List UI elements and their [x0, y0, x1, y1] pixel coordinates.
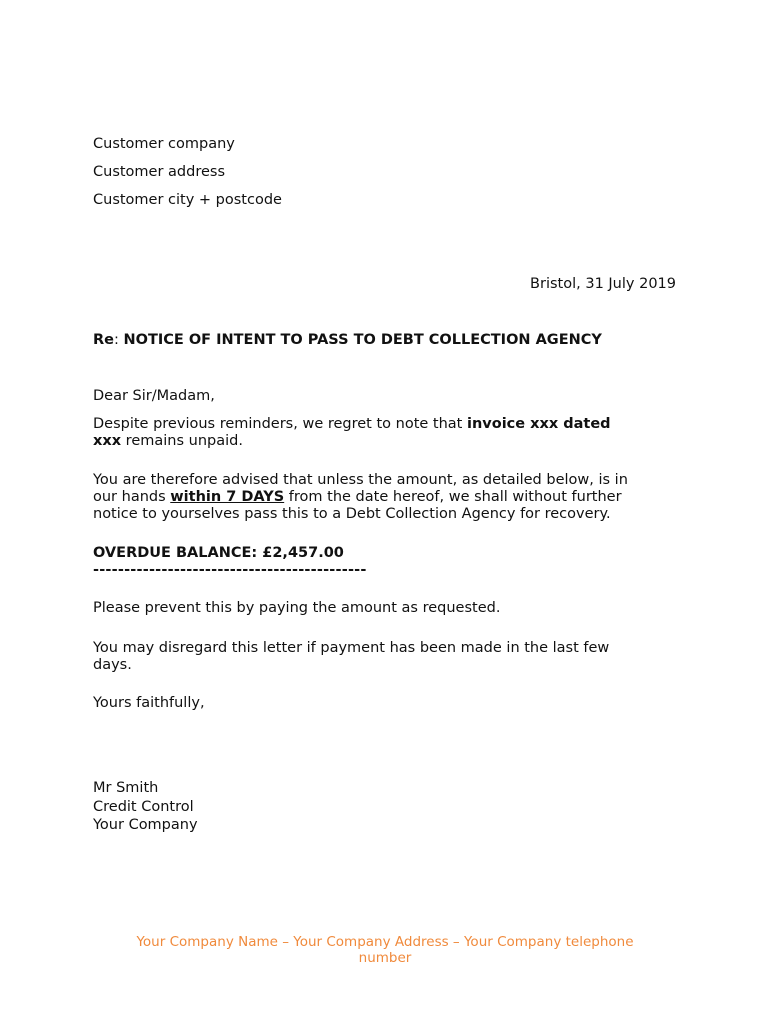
subject-line — [93, 332, 602, 349]
subject-separator: : — [114, 332, 124, 348]
para1-invoice-date: xxx — [93, 433, 122, 449]
footer-line2: number — [358, 950, 412, 966]
deadline-emphasis: within 7 DAYS — [170, 489, 285, 505]
para4-line1: You may disregard this letter if payment has been made in the last few — [93, 640, 610, 656]
overdue-balance — [93, 545, 367, 579]
closing: Yours faithfully, — [93, 695, 205, 711]
subject-title: NOTICE OF INTENT TO PASS TO DEBT COLLECTION AGENCY — [123, 332, 602, 348]
balance-label: OVERDUE BALANCE: £2,457.00 — [93, 545, 344, 561]
paragraph-disregard — [93, 640, 609, 674]
para2-line3: notice to yourselves pass this to a Debt Collection Agency for recovery. — [93, 506, 611, 522]
para2-line2-end: from the date hereof, we shall without further — [284, 489, 622, 505]
balance-rule: -------------------------------------------- — [93, 562, 367, 578]
para4-line2: days. — [93, 657, 132, 673]
para2-line2-start: our hands — [93, 489, 171, 505]
signature-company: Your Company — [93, 817, 198, 833]
footer-line1: Your Company Name – Your Company Address – Your Company telephone — [136, 934, 634, 950]
recipient-city: Customer city + postcode — [93, 192, 282, 208]
subject-prefix: Re — [93, 332, 114, 348]
signature-block — [93, 779, 198, 835]
para1-tail: remains unpaid. — [121, 433, 243, 449]
para1-text: Despite previous reminders, we regret to note that — [93, 416, 467, 432]
paragraph-invoice — [93, 416, 611, 450]
recipient-company: Customer company — [93, 136, 235, 152]
paragraph-advice — [93, 472, 628, 523]
para1-invoice-ref: invoice xxx dated — [466, 416, 611, 432]
signature-department: Credit Control — [93, 798, 194, 815]
signature-name: Mr Smith — [93, 780, 159, 796]
paragraph-request: Please prevent this by paying the amount as requested. — [93, 600, 501, 616]
para2-line1: You are therefore advised that unless the amount, as detailed below, is in — [93, 472, 628, 488]
recipient-address: Customer address — [93, 164, 226, 180]
date-line: Bristol, 31 July 2019 — [530, 276, 676, 292]
letterhead-footer — [0, 934, 770, 966]
salutation: Dear Sir/Madam, — [93, 388, 215, 404]
